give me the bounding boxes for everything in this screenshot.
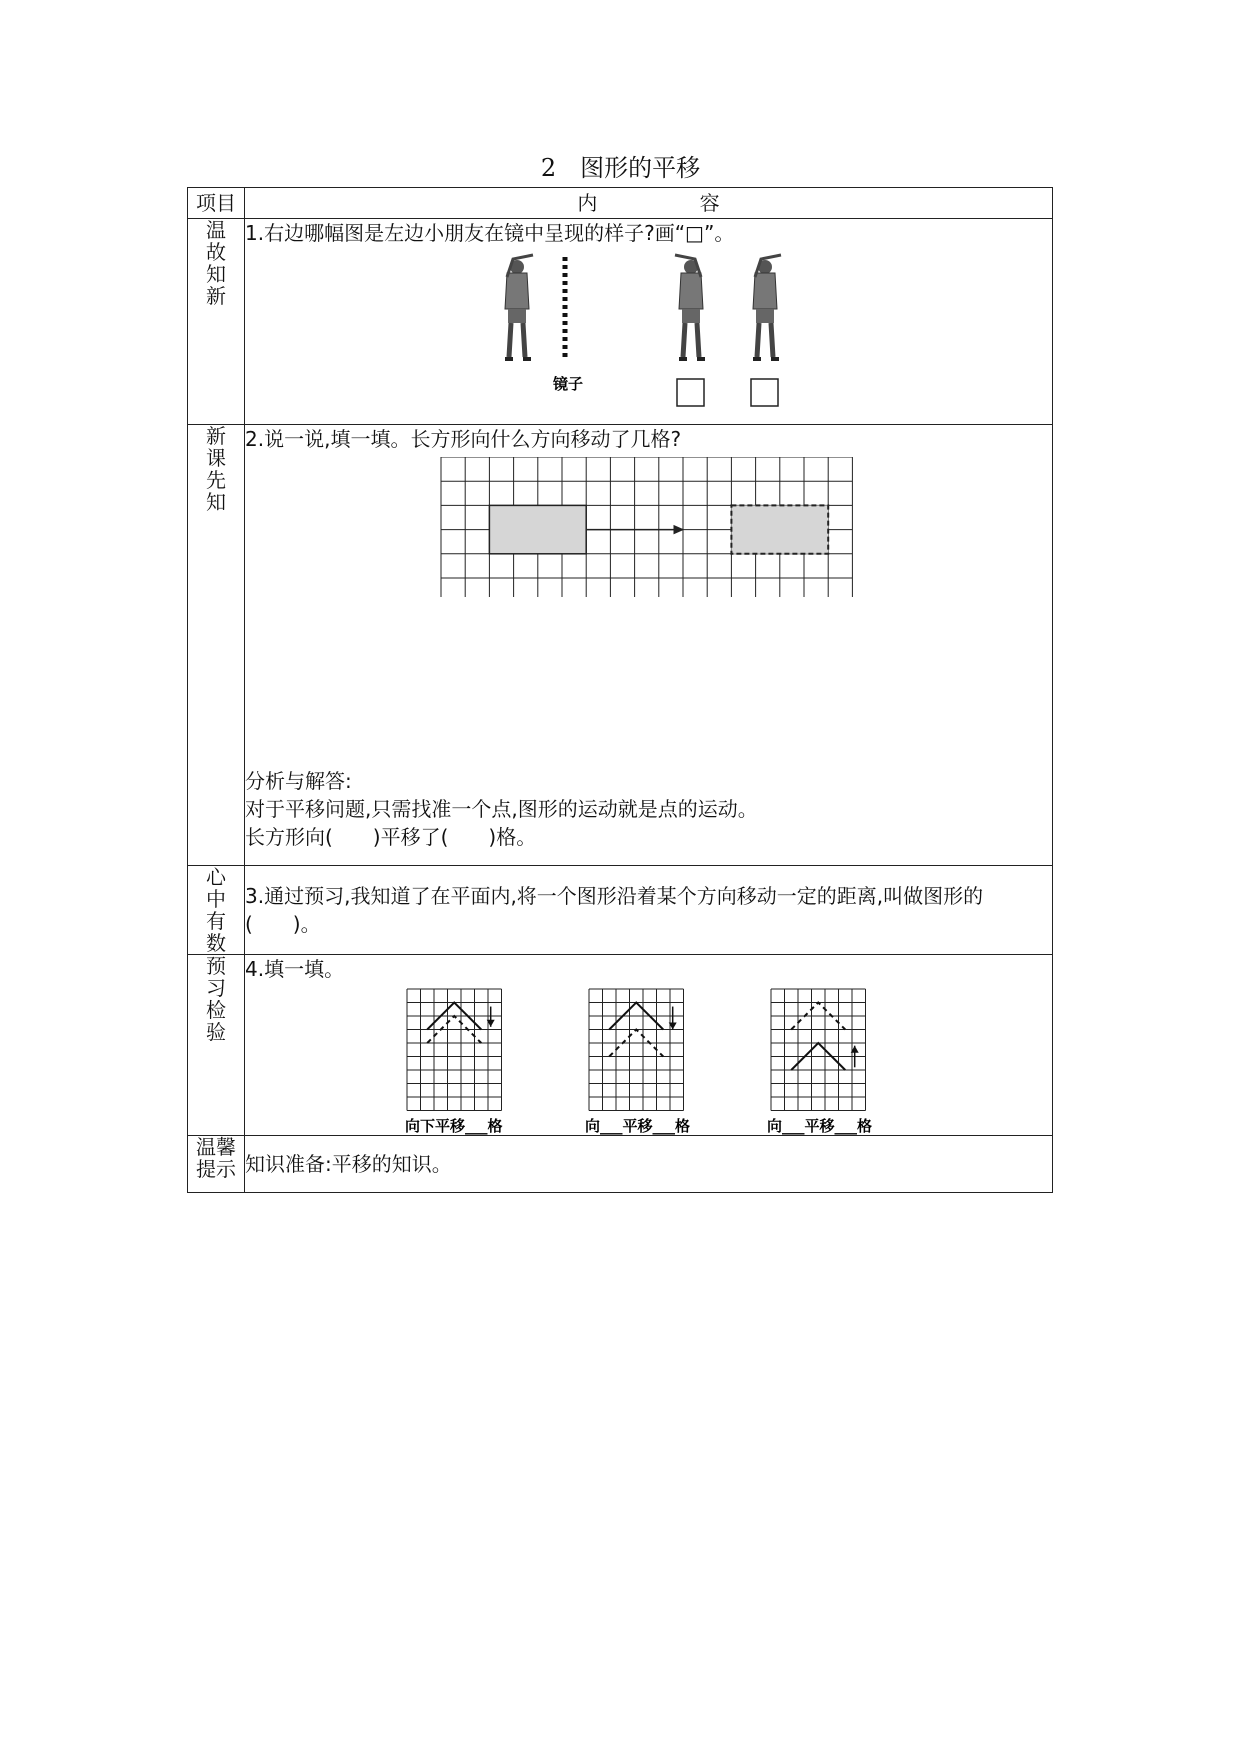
caption-3: 向___平移___格 — [767, 1117, 873, 1135]
question-1: 1.右边哪幅图是左边小朋友在镜中呈现的样子?画“□”。 — [245, 221, 735, 245]
rectangle-end — [731, 505, 828, 553]
child-figure-left — [505, 255, 533, 359]
tip-text: 知识准备:平移的知识。 — [245, 1152, 452, 1176]
section-label-preview: 新课先知 — [206, 424, 226, 514]
section-row-review — [188, 219, 1053, 425]
section-row-preview — [188, 425, 1053, 866]
answer-box-2[interactable] — [751, 379, 778, 406]
grid-4-b — [589, 989, 684, 1111]
arrow-grids — [245, 987, 1005, 1135]
question-4: 4.填一填。 — [245, 957, 345, 981]
analysis-title: 分析与解答: — [245, 769, 352, 793]
title-number: 2 — [540, 154, 557, 182]
title-text: 图形的平移 — [580, 154, 701, 182]
rectangle-start — [489, 505, 586, 553]
page-title — [0, 152, 1241, 184]
caption-2: 向___平移___格 — [585, 1117, 691, 1135]
section-row-check — [188, 955, 1053, 1136]
mirror-figure — [245, 251, 1005, 411]
translation-grid — [245, 457, 1005, 597]
header-item: 项目 — [188, 188, 245, 219]
answer-line-2: 长方形向( )平移了( )格。 — [245, 825, 537, 849]
child-figure-option-2 — [753, 255, 781, 359]
section-row-tips — [188, 1136, 1053, 1193]
mirror-label: 镜子 — [553, 375, 584, 393]
question-3: 3.通过预习,我知道了在平面内,将一个图形沿着某个方向移动一定的距离,叫做图形的( )。 — [245, 884, 984, 936]
section-label-summary: 心中有数 — [206, 865, 226, 955]
answer-box-1[interactable] — [677, 379, 704, 406]
header-content: 内 容 — [245, 188, 1053, 219]
section-label-tips: 温馨提示 — [196, 1135, 236, 1181]
section-label-check: 预习检验 — [206, 954, 226, 1044]
header-row — [188, 188, 1053, 219]
question-2: 2.说一说,填一填。长方形向什么方向移动了几格? — [245, 427, 682, 451]
grid-4-a — [407, 989, 502, 1111]
caption-1: 向下平移___格 — [405, 1117, 503, 1135]
section-row-summary — [188, 866, 1053, 955]
analysis-text: 对于平移问题,只需找准一个点,图形的运动就是点的运动。 — [245, 797, 758, 821]
child-figure-option-1 — [675, 255, 705, 359]
grid-4-c — [771, 989, 866, 1111]
worksheet-table — [187, 187, 1053, 1193]
section-label-review: 温故知新 — [206, 218, 226, 308]
